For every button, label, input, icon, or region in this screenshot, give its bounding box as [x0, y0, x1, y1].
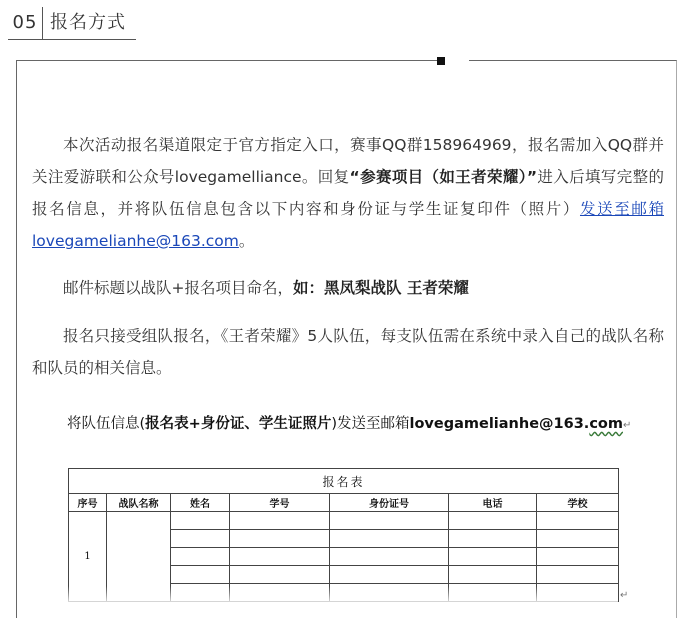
form-header-row	[69, 494, 619, 512]
form-col-header: 身份证号	[330, 494, 449, 512]
frame-square-marker	[437, 57, 445, 65]
return-mark-icon: ↵	[622, 420, 632, 431]
email-link[interactable]: 发送至邮箱lovegamelianhe@163.com	[32, 200, 664, 250]
form-col-header: 学校	[537, 494, 619, 512]
frame-gap	[441, 59, 469, 63]
img-text-a: 将队伍信息(	[67, 416, 146, 432]
p2-bold-example: 如：黑凤梨战队 王者荣耀	[293, 279, 469, 297]
img-bold-a: 报名表+身份证、学生证照片	[145, 416, 332, 432]
form-col-header: 电话	[449, 494, 537, 512]
form-bottom-fade	[68, 586, 618, 606]
form-row	[69, 512, 619, 530]
img-text-b: )发送至邮箱	[331, 416, 410, 432]
p1-text-c: 。	[238, 232, 255, 250]
section-header	[8, 7, 136, 39]
paragraph-team-rules	[32, 320, 664, 384]
img-bold-b: lovegamelianhe@163.	[409, 416, 590, 432]
p2-text-a: 邮件标题以战队+报名项目命名，	[63, 279, 293, 297]
registration-form-image	[68, 468, 618, 604]
paragraph-registration-channel	[32, 129, 664, 257]
p1-text-a: 本次活动报名渠道限定于官方指定入口，赛事QQ群158964969，报名需加入QQ群并关注爱游联和公众号lovegamelliance。回复	[32, 136, 664, 186]
p1-bold-reply: “参赛项目（如王者荣耀）”	[349, 168, 538, 186]
form-col-header: 学号	[230, 494, 330, 512]
image-instruction-line	[67, 412, 632, 438]
form-title: 报名表	[69, 469, 619, 494]
form-index-cell: 1	[69, 512, 107, 602]
p1-text-b: 进入后填写完整的报名信息，并将队伍信息包含以下内容和身份证与学生证复印件（照片）	[32, 168, 664, 218]
p3-text: 报名只接受组队报名，《王者荣耀》5人队伍，每支队伍需在系统中录入自己的战队名称和队员的相关信息。	[32, 327, 664, 377]
return-mark-icon: ↵	[620, 590, 629, 601]
section-title: 报名方式	[50, 12, 126, 33]
form-col-header: 战队名称	[107, 494, 171, 512]
registration-form-table	[68, 468, 619, 602]
section-number: 05	[8, 7, 43, 39]
img-bold-c: com	[589, 416, 623, 432]
form-col-header: 姓名	[171, 494, 230, 512]
paragraph-email-subject	[32, 272, 664, 304]
form-col-header: 序号	[69, 494, 107, 512]
header-underline	[8, 39, 136, 40]
